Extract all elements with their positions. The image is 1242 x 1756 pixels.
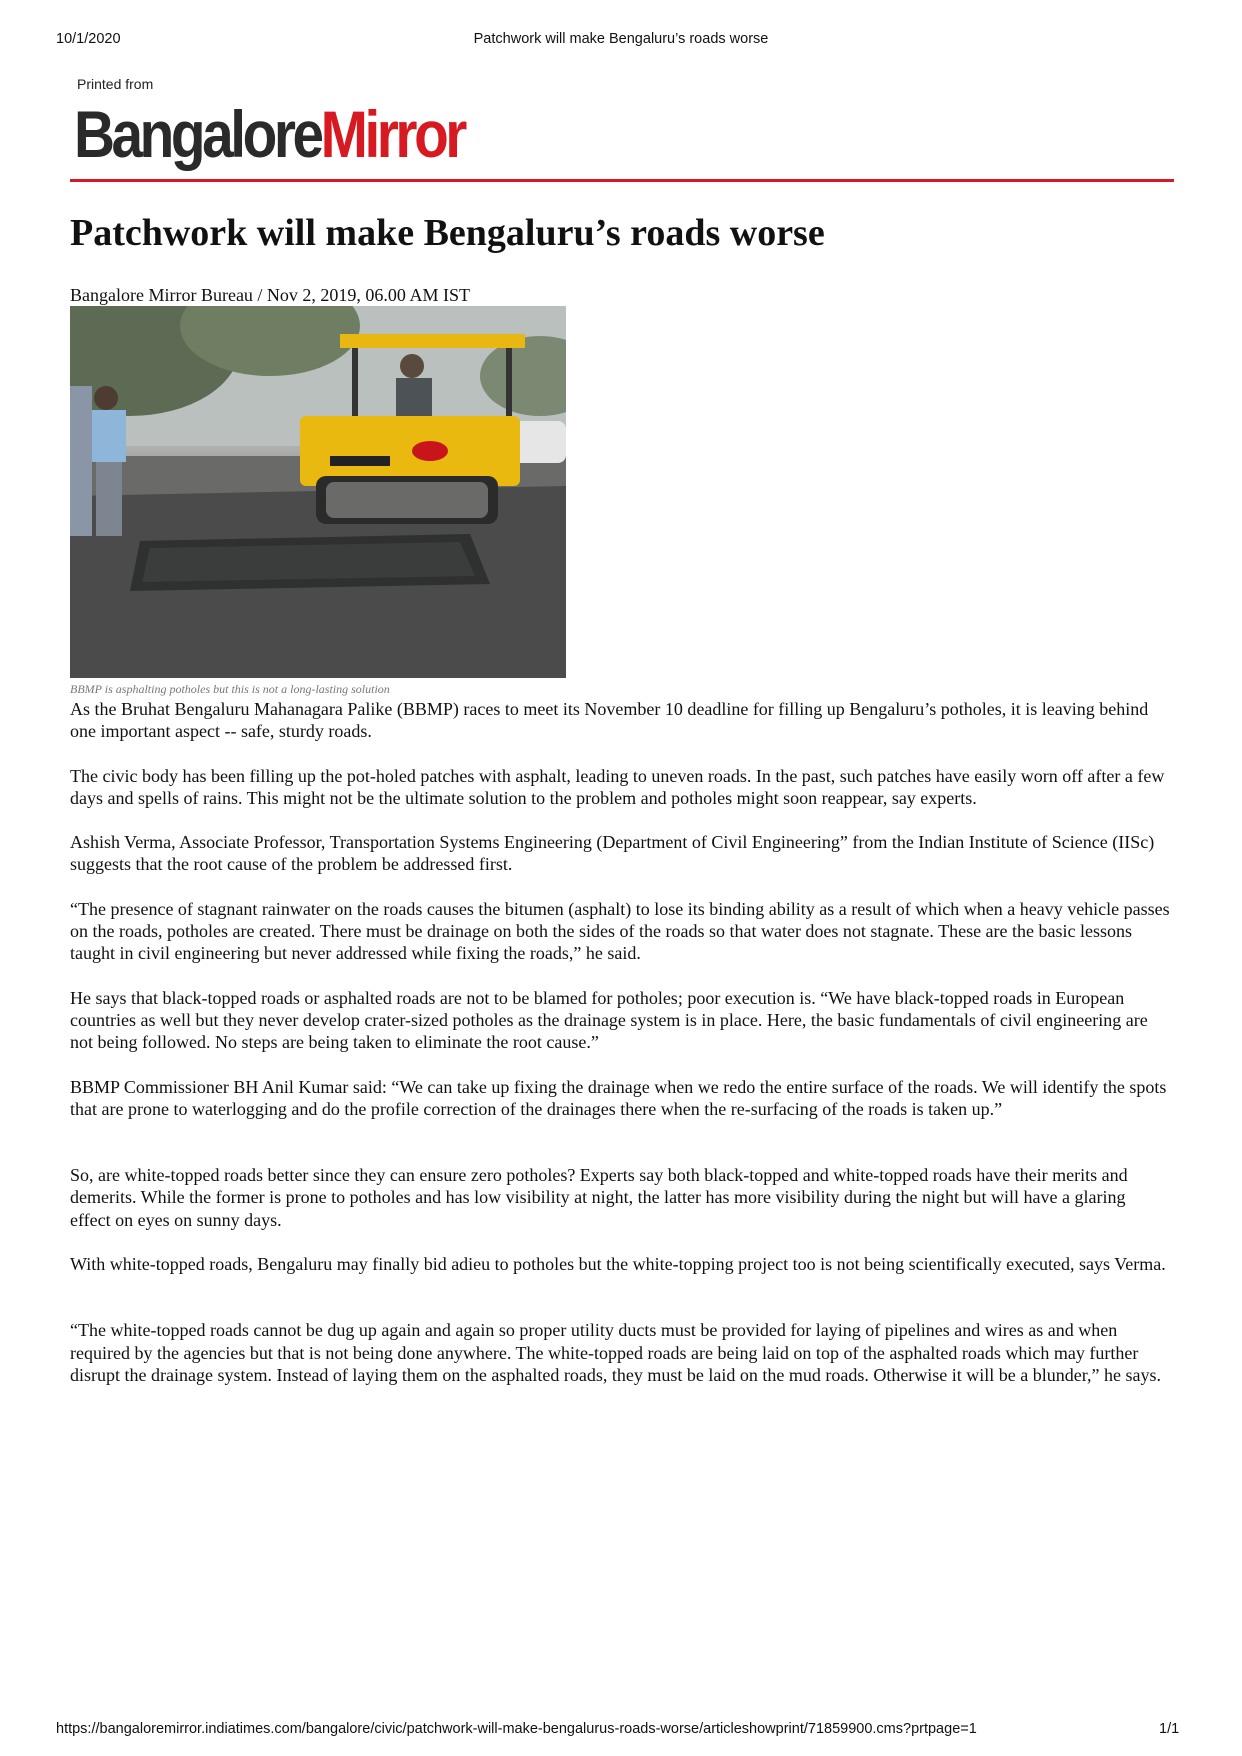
article-paragraph: With white-topped roads, Bengaluru may finally bid adieu to potholes but the white-topping project too is not being scientifically executed, says Verma. bbox=[70, 1254, 1166, 1275]
masthead-rule bbox=[70, 179, 1174, 182]
article-headline: Patchwork will make Bengaluru’s roads worse bbox=[70, 212, 825, 254]
print-date: 10/1/2020 bbox=[56, 31, 121, 47]
article-paragraph: The civic body has been filling up the pot-holed patches with asphalt, leading to uneven roads. In the past, such patches have easily worn off after a few days and spells of rains. This might not be the ultimate solution to the problem and potholes might soon reappear, say experts. bbox=[70, 765, 1165, 808]
article-paragraph: He says that black-topped roads or asphalted roads are not to be blamed for potholes; poor execution is. “We have black-topped roads in European countries as well but they never develop crater-sized potholes as the drainage system is in place. Here, the basic fundamentals of civil engineering are not being followed. No steps are being taken to eliminate the root cause.” bbox=[70, 987, 1148, 1053]
article-paragraph: So, are white-topped roads better since they can ensure zero potholes? Experts say both black-topped and white-topped roads have their merits and demerits. While the former is prone to potholes and has low visibility at night, the latter has more visibility during the night but will have a glaring effect on eyes on sunny days. bbox=[70, 1165, 1128, 1230]
article-photo bbox=[70, 306, 566, 678]
logo-text-mirror: Mirror bbox=[320, 97, 464, 171]
footer-url[interactable]: https://bangaloremirror.indiatimes.com/bangalore/civic/patchwork-will-make-bengalurus-roads-worse/articleshowprint/71859900.cms?prtpage=1 bbox=[56, 1721, 977, 1737]
article-byline: Bangalore Mirror Bureau / Nov 2, 2019, 06.00 AM IST bbox=[70, 285, 470, 305]
article-paragraph: “The white-topped roads cannot be dug up again and again so proper utility ducts must be provided for laying of pipelines and wires as and when required by the agencies but that is not being done anywhere. The white-topped roads are being laid on top of the asphalted roads which may further disrupt the drainage system. Instead of laying them on the asphalted roads, they must be laid on the mud roads. Otherwise it will be a blunder,” he says. bbox=[70, 1320, 1162, 1385]
article-paragraph: “The presence of stagnant rainwater on the roads causes the bitumen (asphalt) to lose its binding ability as a result of which when a heavy vehicle passes on the roads, potholes are created. There must be drainage on both the sides of the roads so that water does not stagnate. These are the basic lessons taught in civil engineering but never addressed while fixing the roads,” he said. bbox=[70, 898, 1170, 964]
print-title: Patchwork will make Bengaluru’s roads worse bbox=[473, 31, 769, 47]
footer-page-number: 1/1 bbox=[1159, 1721, 1180, 1737]
road-roller-illustration bbox=[70, 306, 566, 678]
article-paragraph: BBMP Commissioner BH Anil Kumar said: “We can take up fixing the drainage when we redo the entire surface of the roads. We will identify the spots that are prone to waterlogging and do the profile correction of the drainages there when the re-surfacing of the roads is taken up.” bbox=[70, 1076, 1167, 1119]
photo-caption: BBMP is asphalting potholes but this is not a long-lasting solution bbox=[70, 682, 390, 696]
article-paragraph: Ashish Verma, Associate Professor, Transportation Systems Engineering (Department of Civil Engineering” from the Indian Institute of Science (IISc) suggests that the root cause of the problem be addressed first. bbox=[70, 832, 1155, 875]
logo-text-bangalore: Bangalore bbox=[74, 97, 321, 171]
bangalore-mirror-logo[interactable] bbox=[74, 96, 464, 172]
print-header bbox=[0, 31, 1242, 51]
printed-from-label: Printed from bbox=[77, 76, 154, 92]
article-paragraph: As the Bruhat Bengaluru Mahanagara Palike (BBMP) races to meet its November 10 deadline for filling up Bengaluru’s potholes, it is leaving behind one important aspect -- safe, sturdy roads. bbox=[70, 699, 1149, 742]
article-body bbox=[70, 698, 1170, 1386]
print-footer bbox=[0, 1721, 1242, 1741]
